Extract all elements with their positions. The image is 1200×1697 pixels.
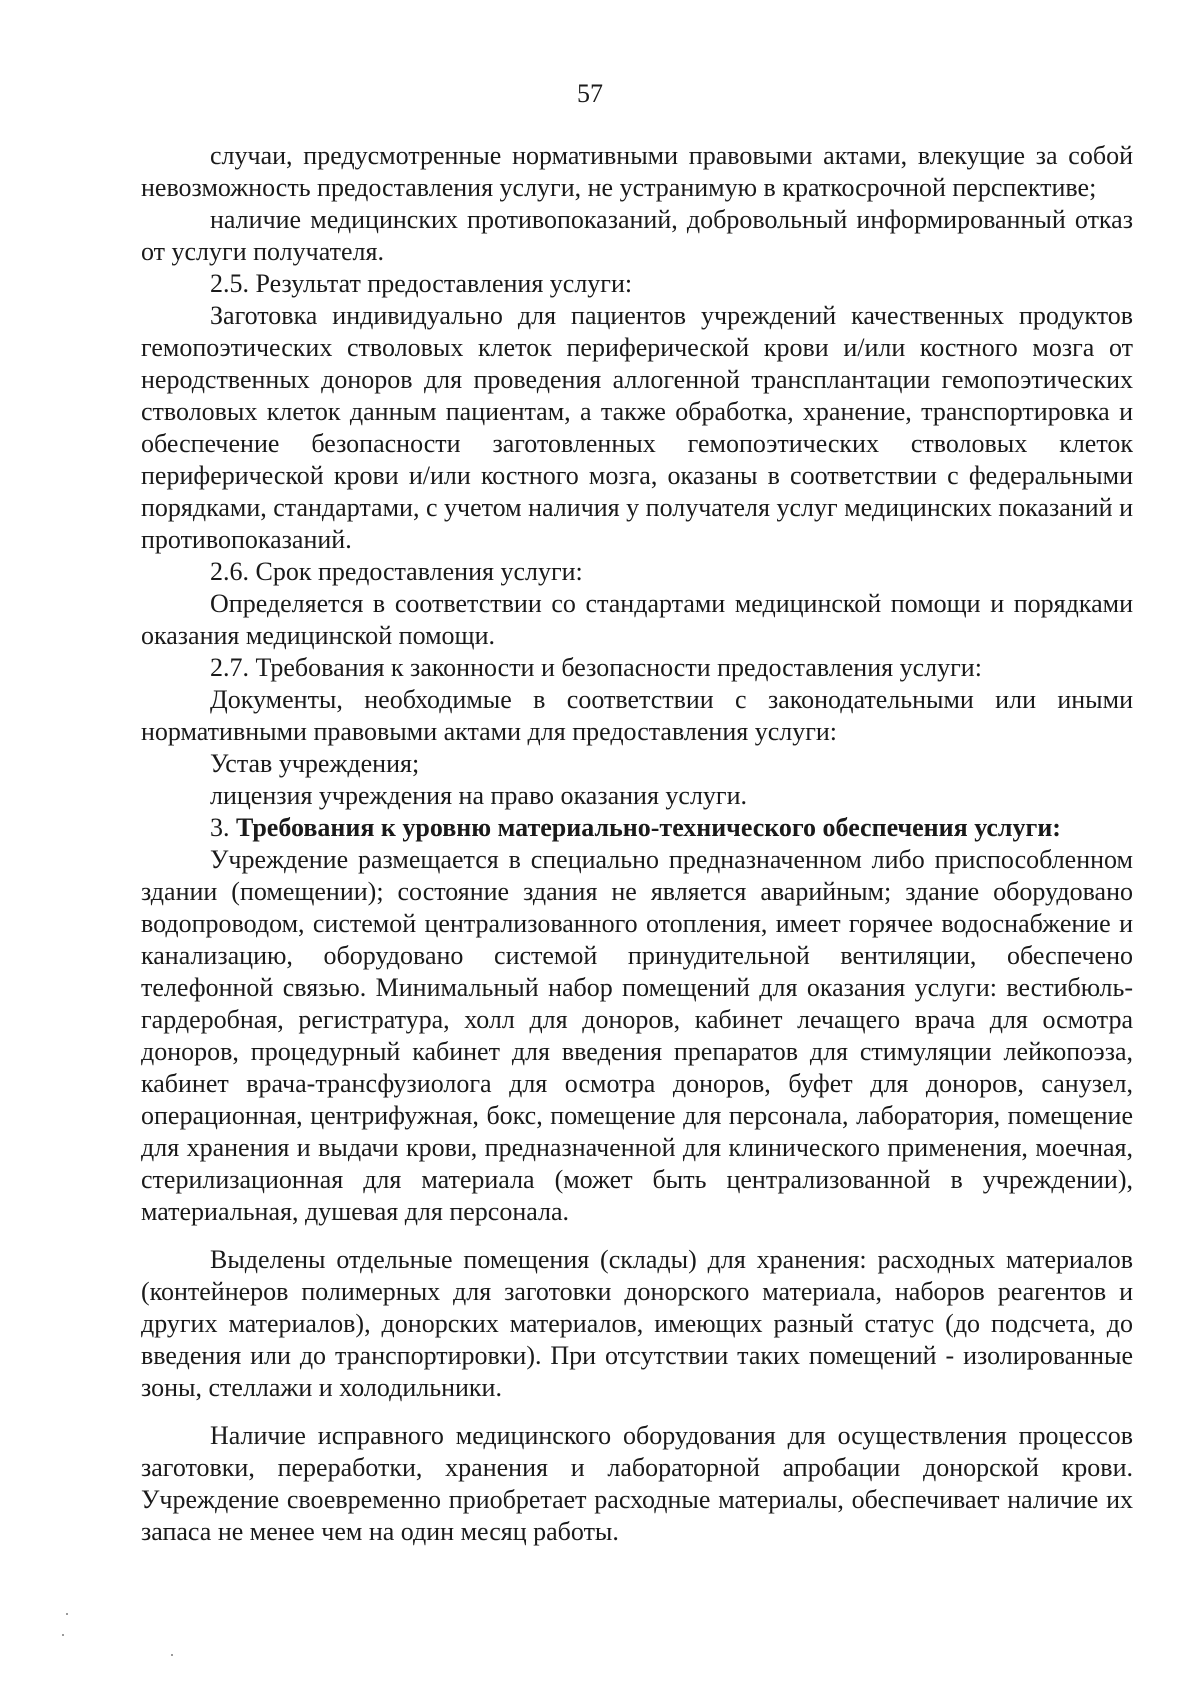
- page-number: 57: [577, 79, 603, 108]
- section-3-number: 3.: [210, 813, 230, 842]
- scan-speck: [66, 1613, 68, 1615]
- paragraph-storage: Выделены отдельные помещения (склады) для хранения: расходных материалов (контейнеров полимерных для заготовки донорского материала, наборов реагентов и других материалов), донорских материалов, имеющих разный статус (до подсчета, до введения или до транспортировки). При отсутствии таких помещений - изолированные зоны, стеллажи и холодильники.: [141, 1245, 1133, 1402]
- paragraph-documents: Документы, необходимые в соответствии с законодательными или иными нормативными правовыми актами для предоставления услуги:: [141, 685, 1133, 746]
- section-3-heading: [141, 812, 1133, 844]
- section-2-7-heading: 2.7. Требования к законности и безопасности предоставления услуги:: [210, 653, 982, 682]
- section-2-5-heading: 2.5. Результат предоставления услуги:: [210, 269, 633, 298]
- paragraph-term: Определяется в соответствии со стандартами медицинской помощи и порядками оказания медицинской помощи.: [141, 589, 1133, 650]
- section-3-title: Требования к уровню материально-технического обеспечения услуги:: [236, 813, 1061, 842]
- paragraph-premises: Учреждение размещается в специально предназначенном либо приспособленном здании (помещении); состояние здания не является аварийным; здание оборудовано водопроводом, системой централизованного отопления, имеет горячее водоснабжение и канализацию, оборудовано системой принудительной вентиляции, обеспечено телефонной связью. Минимальный набор помещений для оказания услуги: вестибюль-гардеробная, регистратура, холл для доноров, кабинет лечащего врача для осмотра доноров, процедурный кабинет для введения препаратов для стимуляции лейкопоэза, кабинет врача-трансфузиолога для осмотра доноров, буфет для доноров, санузел, операционная, центрифужная, бокс, помещение для персонала, лаборатория, помещение для хранения и выдачи крови, предназначенной для клинического применения, моечная, стерилизационная для материала (может быть централизованной в учреждении), материальная, душевая для персонала.: [141, 845, 1133, 1226]
- section-2-6-heading: 2.6. Срок предоставления услуги:: [210, 557, 583, 586]
- paragraph-result: Заготовка индивидуально для пациентов учреждений качественных продуктов гемопоэтических стволовых клеток периферической крови и/или костного мозга от неродственных доноров для проведения аллогенной трансплантации гемопоэтических стволовых клеток данным пациентам, а также обработка, хранение, транспортировка и обеспечение безопасности заготовленных гемопоэтических стволовых клеток периферической крови и/или костного мозга, оказаны в соответствии с федеральными порядками, стандартами, с учетом наличия у получателя услуг медицинских показаний и противопоказаний.: [141, 301, 1133, 554]
- paragraph-license: лицензия учреждения на право оказания услуги.: [210, 781, 748, 810]
- paragraph-equipment: Наличие исправного медицинского оборудования для осуществления процессов заготовки, переработки, хранения и лабораторной апробации донорской крови. Учреждение своевременно приобретает расходные материалы, обеспечивает наличие их запаса не менее чем на один месяц работы.: [141, 1421, 1133, 1546]
- scan-speck: [62, 1634, 64, 1636]
- paragraph-charter: Устав учреждения;: [210, 749, 420, 778]
- scan-speck: [171, 1654, 173, 1656]
- paragraph-cases: случаи, предусмотренные нормативными правовыми актами, влекущие за собой невозможность предоставления услуги, не устранимую в краткосрочной перспективе;: [141, 141, 1133, 202]
- document-body: [141, 140, 1133, 1548]
- paragraph-contraindications: наличие медицинских противопоказаний, добровольный информированный отказ от услуги получателя.: [141, 205, 1133, 266]
